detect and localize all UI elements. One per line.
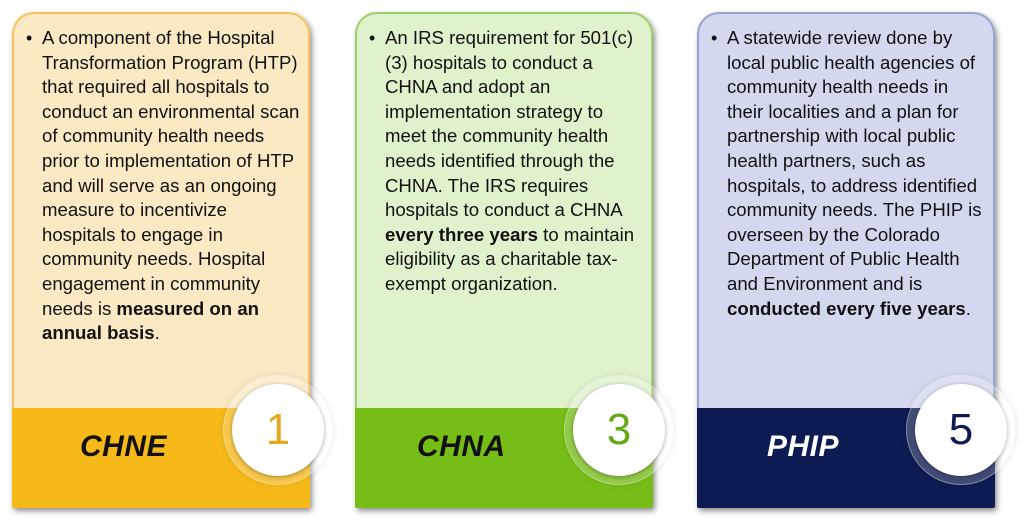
- card-chna-text: An IRS requirement for 501(c)(3) hospitals to conduct a CHNA and adopt an implementation strategy to meet the community health needs identified through the CHNA. The IRS requires hospitals to conduct a CHNA: [385, 27, 634, 221]
- card-chne: [12, 12, 310, 508]
- card-chna-tail: to maintain eligibility as a charitable tax-exempt organization.: [385, 223, 635, 294]
- card-chne-body: [12, 12, 310, 408]
- card-phip-bullet: [711, 26, 985, 321]
- card-chne-bullet: [26, 26, 300, 346]
- card-chne-tail: .: [154, 322, 160, 344]
- card-phip-text: A statewide review done by local public health agencies of community health needs in their localities and a plan for partnership with local public health partners, such as hospitals, to address identified community needs. The PHIP is overseen by the Colorado Department of Public Health and Environment and is: [727, 27, 982, 294]
- card-chna-description: [369, 26, 643, 297]
- card-chna-body: [355, 12, 653, 408]
- card-chna-bullet: [369, 26, 643, 297]
- card-phip-number-badge: [915, 384, 1007, 476]
- card-phip-emphasis: conducted every five years: [727, 297, 966, 319]
- card-phip-number: 5: [948, 405, 974, 454]
- card-chna-label: CHNA: [417, 430, 506, 463]
- card-chne-description: [26, 26, 300, 346]
- card-chne-text: A component of the Hospital Transformation Program (HTP) that required all hospitals to conduct an environmental scan of community health needs prior to implementation of HTP and will serve as an ongoing measure to incentivize hospitals to engage in community needs. Hospital engagement in community needs is: [42, 27, 300, 319]
- card-chna: [355, 12, 653, 508]
- card-phip: [697, 12, 995, 508]
- card-phip-label: PHIP: [767, 430, 840, 463]
- card-chna-number: 3: [606, 405, 632, 454]
- card-chna-number-badge: [573, 384, 665, 476]
- card-chna-emphasis: every three years: [385, 223, 538, 245]
- card-phip-tail: .: [965, 297, 971, 319]
- card-phip-body: [697, 12, 995, 408]
- card-chne-number-badge: [232, 384, 324, 476]
- card-chne-label: CHNE: [80, 430, 168, 463]
- card-chne-number: 1: [265, 405, 291, 454]
- card-chne-emphasis: measured on an annual basis: [42, 297, 260, 344]
- card-phip-description: [711, 26, 985, 321]
